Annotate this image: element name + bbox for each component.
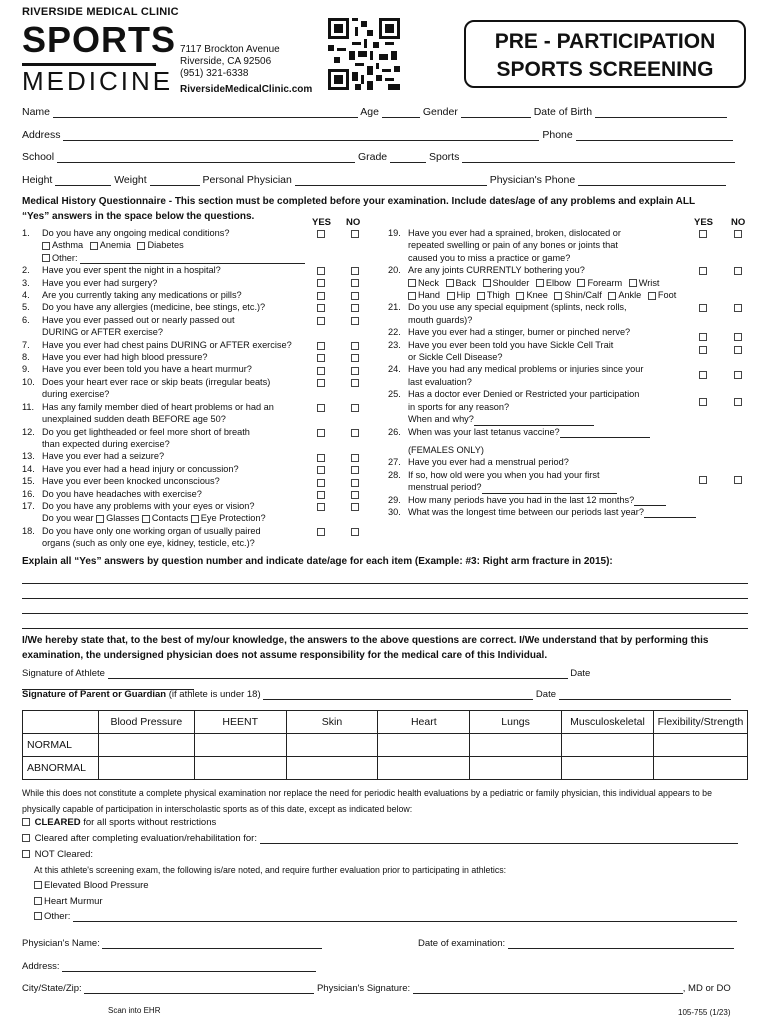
heart-murmur-row	[34, 896, 103, 907]
eye-protection-checkbox[interactable]	[191, 515, 199, 523]
elevated-bp-row	[34, 880, 149, 891]
exam-cell[interactable]	[470, 757, 562, 780]
right-question-no-checkbox[interactable]	[734, 398, 742, 406]
left-question-no-checkbox[interactable]	[351, 354, 359, 362]
clinic-address	[180, 44, 312, 96]
left-question-no-checkbox[interactable]	[351, 267, 359, 275]
question-27: 27. Have you ever had a menstrual period?	[388, 457, 569, 468]
qr-code-icon	[328, 18, 400, 90]
row-school	[22, 151, 748, 163]
exam-header-flexibility: Flexibility/Strength	[653, 711, 747, 734]
address-label: Address	[22, 129, 61, 141]
left-question-yes-checkbox[interactable]	[317, 367, 325, 375]
other-finding-label: Other:	[44, 911, 71, 922]
exam-header-skin: Skin	[286, 711, 378, 734]
left-question-no-checkbox[interactable]	[351, 503, 359, 511]
question-11-cont: unexplained sudden death BEFORE age 50?	[42, 414, 226, 425]
longest-time-field[interactable]	[644, 509, 696, 518]
heart-murmur-label: Heart Murmur	[44, 896, 103, 907]
weight-field[interactable]	[150, 175, 200, 186]
address-field[interactable]	[63, 130, 539, 141]
left-question-no-checkbox[interactable]	[351, 491, 359, 499]
right-question-yes-checkbox[interactable]	[699, 398, 707, 406]
left-question-no-checkbox[interactable]	[351, 454, 359, 462]
city-signature-row	[22, 983, 748, 994]
weight-label: Weight	[114, 174, 147, 186]
question-28-cont: menstrual period?	[388, 481, 688, 493]
question-9: 9. Have you ever been told you have a heart murmur?	[22, 364, 252, 375]
question-17-options: Do you wear Glasses Contacts Eye Protection?	[42, 513, 266, 524]
anemia-checkbox[interactable]	[90, 242, 98, 250]
elevated-bp-label: Elevated Blood Pressure	[44, 880, 149, 891]
exam-cell[interactable]	[98, 734, 194, 757]
dob-field[interactable]	[595, 107, 727, 118]
exam-header-blank	[23, 711, 99, 734]
exam-cell[interactable]	[470, 734, 562, 757]
left-question-yes-checkbox[interactable]	[317, 230, 325, 238]
ankle-checkbox[interactable]	[608, 292, 616, 300]
contacts-checkbox[interactable]	[142, 515, 150, 523]
shin-calf-checkbox[interactable]	[554, 292, 562, 300]
question-19-cont2: caused you to miss a practice or game?	[408, 252, 571, 263]
exam-header-heent: HEENT	[194, 711, 286, 734]
left-question-yes-checkbox[interactable]	[317, 466, 325, 474]
title-line1: PRE - PARTICIPATION	[494, 30, 716, 53]
right-question-no-checkbox[interactable]	[734, 333, 742, 341]
explain-line-4[interactable]	[22, 628, 748, 629]
cleared-after-checkbox[interactable]	[22, 834, 30, 842]
exam-header-heart: Heart	[378, 711, 470, 734]
question-8: 8. Have you ever had high blood pressure?	[22, 352, 208, 363]
history-right-column	[388, 227, 688, 518]
statement-text: I/We hereby state that, to the best of my/our knowledge, the answers to the above questions are correct. I/We understand that by performing this examination, the undersigned physician does not assume responsibility for the medical care of this Individual.	[22, 635, 709, 661]
left-question-yes-checkbox[interactable]	[317, 379, 325, 387]
question-7: 7. Have you ever had chest pains DURING or AFTER exercise?	[22, 339, 292, 350]
right-question-yes-checkbox[interactable]	[699, 304, 707, 312]
question-4: 4. Are you currently taking any medications or pills?	[22, 290, 242, 301]
other-checkbox[interactable]	[42, 254, 50, 262]
question-15: 15. Have you ever been knocked unconscious?	[22, 476, 220, 487]
right-question-no-checkbox[interactable]	[734, 267, 742, 275]
other-field[interactable]	[80, 255, 305, 264]
question-29: 29. How many periods have you had in the last 12 months?	[388, 494, 688, 506]
question-19: 19. Have you ever had a sprained, broken, dislocated or	[388, 228, 621, 238]
exam-cell[interactable]	[286, 734, 378, 757]
title-line2: SPORTS SCREENING	[496, 58, 714, 81]
city-field[interactable]	[84, 984, 314, 994]
cleared-after-label: Cleared after completing evaluation/rehabilitation for:	[34, 833, 257, 844]
physician-signature-field[interactable]	[413, 984, 683, 994]
left-question-no-checkbox[interactable]	[351, 279, 359, 287]
personal-physician-field[interactable]	[295, 175, 487, 186]
exam-row-normal	[23, 734, 748, 757]
joints-row-2: Hand Hip Thigh Knee Shin/Calf Ankle Foot	[388, 289, 688, 301]
age-label: Age	[360, 106, 379, 118]
physician-address-label: Address:	[22, 961, 60, 972]
row-address	[22, 129, 748, 141]
hip-checkbox[interactable]	[447, 292, 455, 300]
joints-row-1: Neck Back Shoulder Elbow Forearm Wrist	[388, 277, 688, 289]
grade-field[interactable]	[390, 152, 426, 163]
exam-cell[interactable]	[562, 757, 654, 780]
logo-sports: SPORTS	[22, 19, 177, 60]
gender-field[interactable]	[461, 107, 531, 118]
parent-date-field[interactable]	[559, 690, 731, 700]
question-17: 17. Do you have any problems with your eyes or vision?	[22, 500, 255, 511]
left-question-yes-checkbox[interactable]	[317, 292, 325, 300]
physician-signature-label: Physician's Signature:	[316, 983, 411, 994]
left-question-no-checkbox[interactable]	[351, 367, 359, 375]
yes-header-right: YES	[694, 217, 714, 228]
cleared-checkbox[interactable]	[22, 818, 30, 826]
question-26: 26. When was your last tetanus vaccine?	[388, 426, 688, 438]
physician-address-field[interactable]	[62, 962, 316, 972]
phone-field[interactable]	[576, 130, 733, 141]
tetanus-field[interactable]	[560, 429, 650, 438]
physician-name-field[interactable]	[102, 939, 322, 949]
hand-checkbox[interactable]	[408, 292, 416, 300]
left-question-no-checkbox[interactable]	[351, 317, 359, 325]
forearm-checkbox[interactable]	[577, 279, 585, 287]
clinic-name: RIVERSIDE MEDICAL CLINIC	[22, 6, 179, 18]
age-field[interactable]	[382, 107, 420, 118]
exam-cell[interactable]	[98, 757, 194, 780]
heart-murmur-checkbox[interactable]	[34, 897, 42, 905]
parent-signature-note: (if athlete is under 18)	[168, 689, 261, 700]
grade-label: Grade	[357, 151, 388, 163]
gender-label: Gender	[422, 106, 458, 118]
clearance-intro: While this does not constitute a complete physical examination nor replace the need for periodic health evaluations by a pediatric or family physician, this individual appears to be physically capable of participation in interscholastic sports as of this date, except as indicated below:	[22, 788, 712, 814]
exam-cell[interactable]	[194, 757, 286, 780]
question-18-cont: organs (such as only one eye, kidney, testicle, etc.)?	[42, 538, 255, 549]
question-12: 12. Do you get lightheaded or feel more short of breath	[22, 426, 250, 437]
question-22: 22. Have you ever had a stinger, burner or pinched nerve?	[388, 327, 631, 338]
history-left-column	[22, 227, 382, 550]
left-question-yes-checkbox[interactable]	[317, 479, 325, 487]
physician-phone-label: Physician's Phone	[489, 174, 576, 186]
elevated-bp-checkbox[interactable]	[34, 881, 42, 889]
left-question-no-checkbox[interactable]	[351, 304, 359, 312]
sports-field[interactable]	[462, 152, 735, 163]
question-18: 18. Do you have only one working organ of usually paired	[22, 525, 261, 536]
right-question-yes-checkbox[interactable]	[699, 476, 707, 484]
exam-cell[interactable]	[653, 734, 747, 757]
athlete-signature-field[interactable]	[108, 669, 568, 679]
question-1-options: Asthma Anemia Diabetes	[22, 239, 382, 251]
question-24: 24. Have you had any medical problems or injuries since your	[388, 364, 644, 375]
glasses-checkbox[interactable]	[96, 515, 104, 523]
left-question-yes-checkbox[interactable]	[317, 404, 325, 412]
left-question-no-checkbox[interactable]	[351, 292, 359, 300]
left-question-yes-checkbox[interactable]	[317, 304, 325, 312]
question-28: 28. If so, how old were you when you had your first	[388, 469, 600, 480]
not-cleared-row	[22, 849, 93, 860]
parent-signature-row	[22, 689, 748, 700]
cleared-row	[22, 817, 216, 828]
question-23: 23. Have you ever been told you have Sickle Cell Trait	[388, 339, 614, 350]
exam-date-field[interactable]	[508, 939, 734, 949]
no-header-left: NO	[346, 217, 361, 228]
question-21-cont: mouth guards)?	[408, 314, 473, 325]
other-row	[34, 911, 748, 922]
name-field[interactable]	[53, 107, 358, 118]
parent-date-label: Date	[535, 689, 556, 700]
right-question-no-checkbox[interactable]	[734, 346, 742, 354]
cleared-after-row	[22, 833, 748, 844]
physician-address-row	[22, 961, 316, 972]
phone-label: Phone	[542, 129, 573, 141]
elbow-checkbox[interactable]	[536, 279, 544, 287]
question-25: 25. Has a doctor ever Denied or Restricted your participation	[388, 389, 640, 400]
exam-date-label: Date of examination:	[418, 938, 506, 949]
no-header-right: NO	[731, 217, 746, 228]
right-question-yes-checkbox[interactable]	[699, 230, 707, 238]
when-why-field[interactable]	[474, 417, 594, 426]
form-number: 105-755 (1/23)	[678, 1008, 731, 1017]
exam-cell[interactable]	[378, 734, 470, 757]
height-field[interactable]	[55, 175, 111, 186]
diabetes-checkbox[interactable]	[137, 242, 145, 250]
other-finding-field[interactable]	[73, 912, 737, 922]
females-only-label: (FEMALES ONLY)	[408, 444, 484, 455]
physician-name-label: Physician's Name:	[22, 938, 100, 949]
not-cleared-label: NOT Cleared:	[34, 849, 94, 860]
sports-label: Sports	[428, 151, 460, 163]
first-period-field[interactable]	[482, 485, 617, 494]
question-1-other: Other:	[22, 252, 382, 264]
right-question-no-checkbox[interactable]	[734, 230, 742, 238]
athlete-date-label: Date	[570, 668, 591, 679]
question-14: 14. Have you ever had a head injury or concussion?	[22, 463, 239, 474]
md-do-label: , MD or DO	[682, 983, 731, 994]
back-checkbox[interactable]	[446, 279, 454, 287]
exam-header-musculoskeletal: Musculoskeletal	[562, 711, 654, 734]
question-13: 13. Have you ever had a seizure?	[22, 451, 165, 462]
question-30: 30. What was the longest time between our periods last year?	[388, 506, 688, 518]
explain-line-1[interactable]	[22, 583, 748, 584]
athlete-signature-row	[22, 668, 748, 690]
other-finding-checkbox[interactable]	[34, 912, 42, 920]
asthma-checkbox[interactable]	[42, 242, 50, 250]
shoulder-checkbox[interactable]	[483, 279, 491, 287]
left-question-yes-checkbox[interactable]	[317, 342, 325, 350]
left-question-yes-checkbox[interactable]	[317, 454, 325, 462]
physician-name-row	[22, 938, 322, 949]
question-20: 20. Are any joints CURRENTLY bothering you?	[388, 265, 585, 276]
knee-checkbox[interactable]	[516, 292, 524, 300]
abnormal-label: ABNORMAL	[23, 757, 99, 780]
exam-header-blood-pressure: Blood Pressure	[98, 711, 194, 734]
form-title	[464, 20, 746, 88]
address-line2: Riverside, CA 92506	[180, 56, 272, 67]
exam-cell[interactable]	[653, 757, 747, 780]
left-question-yes-checkbox[interactable]	[317, 317, 325, 325]
left-question-yes-checkbox[interactable]	[317, 354, 325, 362]
row-height	[22, 174, 748, 186]
left-question-yes-checkbox[interactable]	[317, 267, 325, 275]
right-question-no-checkbox[interactable]	[734, 476, 742, 484]
thigh-checkbox[interactable]	[477, 292, 485, 300]
left-question-no-checkbox[interactable]	[351, 404, 359, 412]
left-question-yes-checkbox[interactable]	[317, 429, 325, 437]
not-cleared-checkbox[interactable]	[22, 850, 30, 858]
question-21: 21. Do you use any special equipment (splints, neck rolls,	[388, 302, 627, 313]
history-heading: Medical History Questionnaire - This section must be completed before your examination. Include dates/age of any problems and explain ALL	[22, 196, 696, 207]
wrist-checkbox[interactable]	[629, 279, 637, 287]
exam-header-lungs: Lungs	[470, 711, 562, 734]
scan-note: Scan into EHR	[108, 1006, 161, 1015]
left-question-no-checkbox[interactable]	[351, 230, 359, 238]
neck-checkbox[interactable]	[408, 279, 416, 287]
question-25-when: When and why?	[388, 413, 688, 425]
explain-line-3[interactable]	[22, 613, 748, 614]
exam-cell[interactable]	[378, 757, 470, 780]
physician-phone-field[interactable]	[578, 175, 726, 186]
left-question-yes-checkbox[interactable]	[317, 503, 325, 511]
row-name	[22, 106, 748, 118]
exam-cell[interactable]	[562, 734, 654, 757]
clinic-website: RiversideMedicalClinic.com	[180, 84, 313, 95]
clinic-phone: (951) 321-6338	[180, 68, 249, 79]
question-16: 16. Do you have headaches with exercise?	[22, 488, 202, 499]
address-line1: 7117 Brockton Avenue	[180, 44, 280, 55]
exam-cell[interactable]	[286, 757, 378, 780]
cleared-label: CLEARED	[34, 817, 81, 828]
left-question-no-checkbox[interactable]	[351, 429, 359, 437]
exam-cell[interactable]	[194, 734, 286, 757]
question-5: 5. Do you have any allergies (medicine, bee stings, etc.)?	[22, 302, 266, 313]
logo-medicine: MEDICINE	[22, 63, 156, 95]
question-24-cont: last evaluation?	[408, 376, 472, 387]
left-question-no-checkbox[interactable]	[351, 342, 359, 350]
right-question-yes-checkbox[interactable]	[699, 346, 707, 354]
right-question-no-checkbox[interactable]	[734, 371, 742, 379]
left-question-no-checkbox[interactable]	[351, 479, 359, 487]
question-2: 2. Have you ever spent the night in a hospital?	[22, 265, 221, 276]
parent-signature-label: Signature of Parent or Guardian	[22, 689, 167, 700]
left-question-no-checkbox[interactable]	[351, 379, 359, 387]
right-question-yes-checkbox[interactable]	[699, 371, 707, 379]
question-10: 10. Does your heart ever race or skip beats (irregular beats)	[22, 376, 271, 387]
name-label: Name	[22, 106, 51, 118]
question-23-cont: or Sickle Cell Disease?	[408, 352, 503, 363]
left-question-yes-checkbox[interactable]	[317, 528, 325, 536]
cleared-rest: for all sports without restrictions	[83, 817, 217, 828]
left-question-no-checkbox[interactable]	[351, 528, 359, 536]
right-question-no-checkbox[interactable]	[734, 304, 742, 312]
left-question-yes-checkbox[interactable]	[317, 279, 325, 287]
right-question-yes-checkbox[interactable]	[699, 267, 707, 275]
periods-count-field[interactable]	[634, 497, 666, 506]
exam-table-header	[23, 711, 748, 734]
question-3: 3. Have you ever had surgery?	[22, 277, 158, 288]
history-heading2: “Yes” answers in the space below the questions.	[22, 211, 255, 222]
right-question-yes-checkbox[interactable]	[699, 333, 707, 341]
height-label: Height	[22, 174, 53, 186]
explain-heading: Explain all “Yes” answers by question number and indicate date/age for each item (Example: #3: Right arm fracture in 2015):	[22, 556, 613, 567]
question-12-cont: than expected during exercise?	[42, 438, 170, 449]
athlete-signature-label: Signature of Athlete	[22, 668, 105, 679]
noted-text: At this athlete's screening exam, the following is/are noted, and require further evaluation prior to participating in athletics:	[34, 865, 507, 875]
school-label: School	[22, 151, 55, 163]
city-label: City/State/Zip:	[22, 983, 82, 994]
exam-row-abnormal	[23, 757, 748, 780]
left-question-no-checkbox[interactable]	[351, 466, 359, 474]
exam-date-row	[418, 938, 734, 949]
left-question-yes-checkbox[interactable]	[317, 491, 325, 499]
foot-checkbox[interactable]	[648, 292, 656, 300]
question-25-cont: in sports for any reason?	[408, 401, 510, 412]
question-11: 11. Has any family member died of heart problems or had an	[22, 401, 274, 412]
school-field[interactable]	[57, 152, 355, 163]
question-1: 1. Do you have any ongoing medical conditions?	[22, 228, 230, 238]
question-6-cont: DURING or AFTER exercise?	[42, 327, 163, 338]
yes-header-left: YES	[312, 217, 332, 228]
cleared-after-field[interactable]	[260, 834, 738, 844]
normal-label: NORMAL	[23, 734, 99, 757]
dob-label: Date of Birth	[533, 106, 593, 118]
question-10-cont: during exercise?	[42, 389, 110, 400]
parent-signature-field[interactable]	[263, 690, 533, 700]
exam-table	[22, 710, 748, 780]
question-6: 6. Have you ever passed out or nearly passed out	[22, 314, 235, 325]
explain-line-2[interactable]	[22, 598, 748, 599]
personal-physician-label: Personal Physician	[202, 174, 292, 186]
question-19-cont: repeated swelling or pain of any bones or joints that	[408, 240, 618, 251]
